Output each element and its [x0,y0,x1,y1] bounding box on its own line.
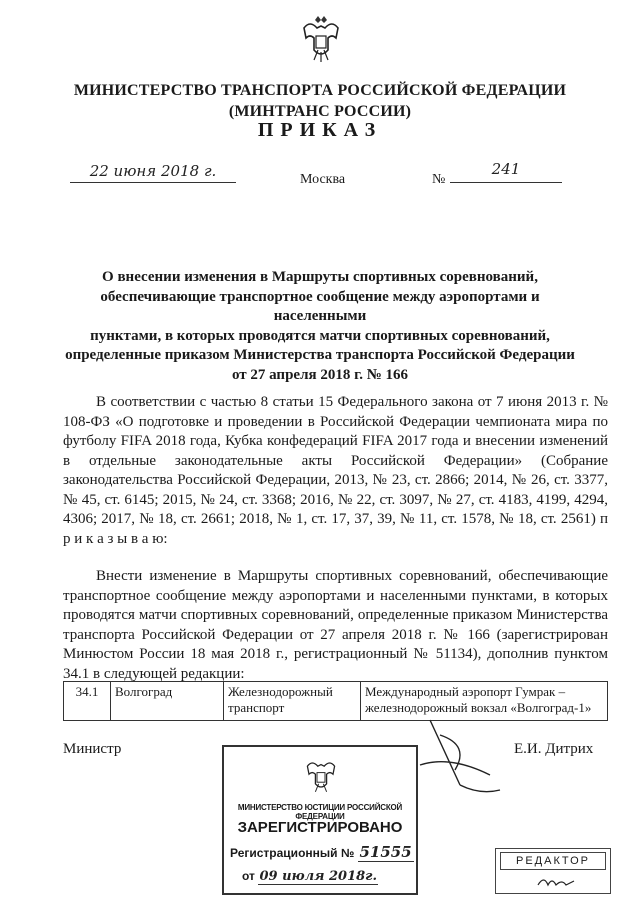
signatory-title: Министр [63,741,122,757]
ministry-short-name: (МИНТРАНС РОССИИ) [228,103,412,120]
stamp-reg-line [230,843,414,862]
stamp-date-value: 09 июля 2018г. [259,869,378,884]
document-title [60,268,580,385]
title-line: О внесении изменения в Маршруты спортивных соревнований, [102,269,538,285]
order-date: 22 июня 2018 г. [70,162,236,183]
doc-type-heading: ПРИКАЗ [257,119,383,141]
order-text: Внести изменение в Маршруты спортивных соревнований, обеспечивающие транспортное сообщение между аэропортами и населенными пунктами, в которых проводятся матчи спортивных соревнований, определенные приказом Министерства транспорта Российской Федерации от 27 апреля 2018 г. № 166 (зарегистрирован Минюстом России 18 мая 2018 г., регистрационный № 51134), дополнив пунктом 34.1 в следующей редакции: [63,568,608,682]
route-table [63,681,608,721]
route-description: Международный аэропорт Гумрак – железнодорожный вокзал «Волгоград-1» [361,682,608,721]
title-line: определенные приказом Министерства транспорта Российской Федерации [65,347,575,363]
coat-of-arms-emblem [300,14,342,64]
ministry-name: МИНИСТЕРСТВО ТРАНСПОРТА РОССИЙСКОЙ ФЕДЕРАЦИИ [73,82,567,99]
order-paragraph [63,567,608,684]
order-number-label: № [432,172,446,187]
editor-label: РЕДАКТОР [500,852,606,870]
route-item-number: 34.1 [64,682,111,721]
route-city: Волгоград [111,682,224,721]
stamp-registered: ЗАРЕГИСТРИРОВАНО [237,819,403,836]
title-line: пунктами, в которых проводятся матчи спортивных соревнований, [90,327,550,344]
stamp-organization: МИНИСТЕРСТВО ЮСТИЦИИ РОССИЙСКОЙ ФЕДЕРАЦИИ [237,803,403,821]
title-line: обеспечивающие транспортное сообщение между аэропортами и населенными [100,288,540,324]
preamble-paragraph [63,393,608,549]
stamp-reg-label: Регистрационный № [230,846,355,860]
editor-initials-scribble [536,873,576,891]
stamp-date-prefix: от [242,869,255,883]
registration-stamp [222,745,418,895]
title-line: от 27 апреля 2018 г. № 166 [231,366,409,383]
route-transport: Железнодорожный транспорт [224,682,361,721]
signatory-name: Е.И. Дитрих [514,741,594,757]
stamp-reg-number: 51555 [359,843,412,861]
stamp-date-line [242,869,378,885]
table-row [64,682,608,721]
order-number: 241 [450,160,562,183]
coat-of-arms-emblem [304,755,338,795]
order-city: Москва [300,172,346,187]
editor-stamp [495,848,611,894]
preamble-text: В соответствии с частью 8 статьи 15 Федерального закона от 7 июня 2013 г. № 108-ФЗ «О подготовке и проведении в Российской Федерации чемпионата мира по футболу FIFA 2018 года, Кубка конфедераций FIFA 2017 года и внесении изменений в отдельные законодательные акты Российской Федерации» (Собрание законодательства Российской Федерации, 2013, № 23, ст. 2866; 2014, № 26, ст. 3377, № 45, ст. 6145; 2015, № 24, ст. 3368; 2016, № 22, ст. 3097, № 27, ст. 4183, 4199, 4294, 4306; 2017, № 18, ст. 2661; 2018, № 1, ст. 17, 37, 39, № 11, ст. 1578, № 18, ст. 2561) п р и к а з ы в а ю: [63,394,608,547]
